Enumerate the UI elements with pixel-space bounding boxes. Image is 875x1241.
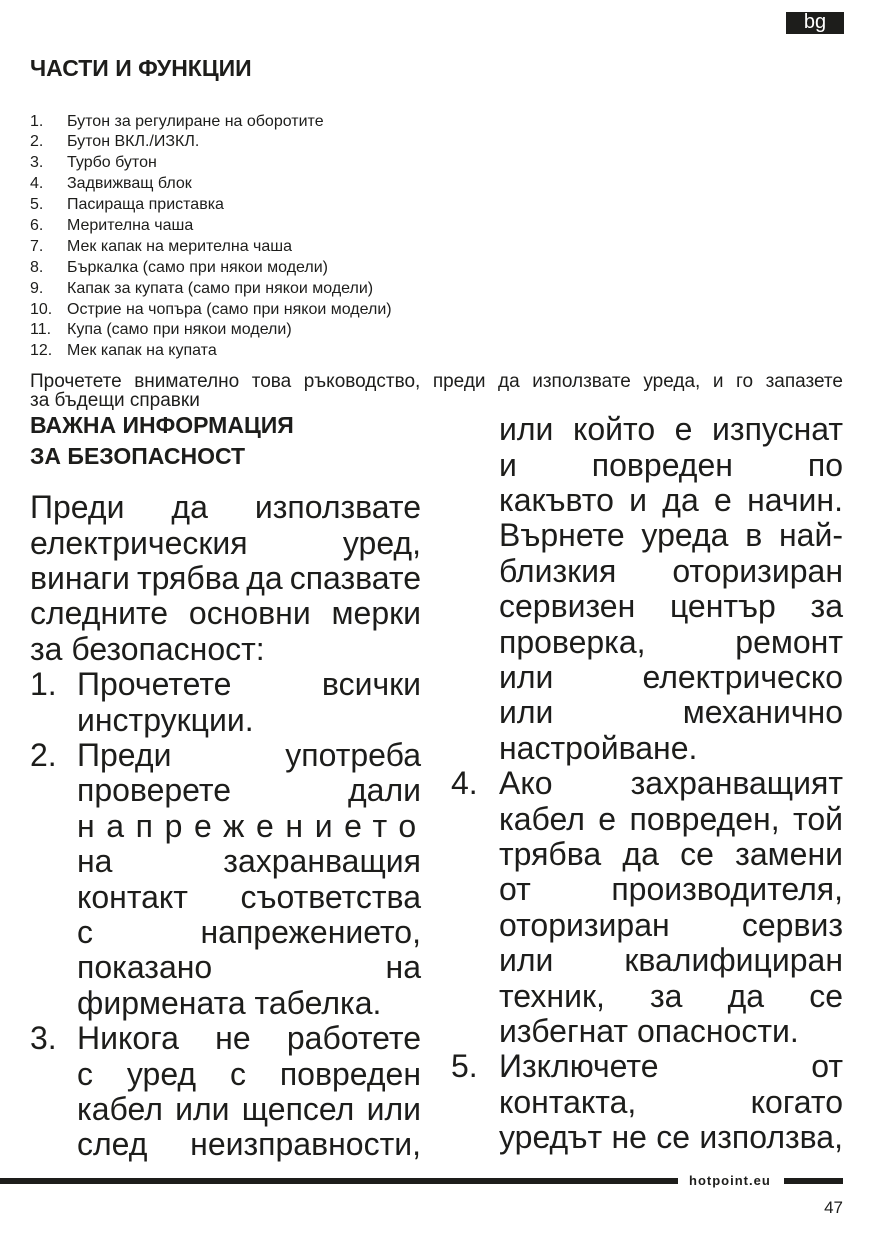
safety-item-line: Никога не работете [77,1020,421,1057]
safety-intro-line: електрическия уред, [30,524,421,561]
safety-item-line: от производителя, [499,871,843,908]
safety-item-number: 4. [451,765,478,802]
item-label: Турбо бутон [67,154,157,172]
parts-list-item [30,216,470,237]
parts-list-item [30,341,470,362]
safety-intro-line: винаги трябва да спазвате [30,560,421,597]
item-label: Бутон ВКЛ./ИЗКЛ. [67,133,200,151]
safety-item-line: проверка, ремонт [499,623,843,660]
parts-list-item [30,195,470,216]
safety-intro-line: следните основни мерки [30,595,421,632]
safety-item-line: кабел или щепсел или [77,1090,421,1127]
safety-item-line: фирмената табелка. [77,984,382,1021]
item-label: Купа (само при някои модели) [67,321,292,339]
parts-list-item [30,153,470,174]
safety-item-line: на захранващия [77,843,421,880]
safety-item-line: оторизиран сервиз [499,906,843,943]
item-label: Мек капак на мерителна чаша [67,237,293,255]
parts-title: ЧАСТИ И ФУНКЦИИ [30,55,252,81]
language-badge: bg [786,12,844,34]
safety-column-right [451,412,843,1155]
safety-item-3-continued [451,412,843,766]
safety-item-line: напрежението [77,807,428,844]
page-number: 47 [824,1198,843,1217]
safety-item-line: Изключете от [499,1048,843,1085]
item-label: Мек капак на купата [67,342,217,360]
safety-item-line: и повреден по [499,446,843,483]
parts-list-item [30,320,470,341]
safety-item-number: 1. [30,666,57,703]
read-manual-note [30,372,843,410]
safety-item-line: инструкции. [77,701,254,738]
safety-heading-line: ЗА БЕЗОПАСНОСТ [30,442,246,469]
item-label: Мерителна чаша [67,216,194,234]
safety-item-line: трябва да се замени [499,835,843,872]
footer-rule-right [784,1178,843,1184]
safety-item-line: Ако захранващият [499,765,843,802]
safety-item-3 [30,1021,421,1163]
item-number: 12. [30,342,53,360]
safety-item-line: или електрическо [499,659,843,696]
safety-item-line: настройване. [499,729,698,766]
safety-item-5 [451,1049,843,1155]
item-label: Бъркалка (само при някои модели) [67,258,329,276]
safety-item-line: проверете дали [77,772,421,809]
safety-item-line: техник, за да се [499,977,843,1014]
parts-list-item [30,258,470,279]
safety-item-line: контакт съответства [77,878,421,915]
item-number: 4. [30,175,44,193]
item-label: Задвижващ блок [67,175,192,193]
item-number: 9. [30,279,44,297]
safety-item-line: Прочетете всички [77,666,421,703]
safety-item-4 [451,766,843,1049]
safety-item-line: или който е изпуснат [499,411,843,448]
safety-item-2 [30,737,428,1021]
item-label: Бутон за регулиране на оборотите [67,112,324,130]
safety-item-line: с уред с повреден [77,1055,421,1092]
note-line: за бъдещи справки [30,389,200,411]
parts-list [30,112,470,363]
safety-item-1 [30,667,421,738]
safety-column-left [30,489,428,1163]
parts-list-item [30,174,470,195]
item-number: 10. [30,300,53,318]
note-line: Прочетете внимателно това ръководство, преди да използвате уреда, и го запазете [30,370,843,392]
parts-list-item [30,279,470,300]
item-number: 6. [30,216,44,234]
item-label: Капак за купата (само при някои модели) [67,279,374,297]
parts-list-item [30,112,470,133]
item-label: Острие на чопъра (само при някои модели) [67,300,392,318]
item-number: 11. [30,321,52,339]
safety-item-line: Върнете уреда в най- [499,517,843,554]
item-number: 8. [30,258,44,276]
item-number: 3. [30,154,44,172]
safety-intro-line: за безопасност: [30,630,265,667]
item-label: Пасираща приставка [67,196,224,214]
item-number: 7. [30,237,44,255]
item-number: 5. [30,196,44,214]
safety-item-line: контакта, когато [499,1083,843,1120]
item-number: 1. [30,112,44,130]
safety-item-number: 2. [30,737,57,774]
safety-item-line: или механично [499,694,843,731]
safety-item-line: кабел е повреден, той [499,800,843,837]
safety-item-line: уредът не се използва, [499,1119,843,1156]
parts-list-item [30,300,470,321]
safety-heading-line: ВАЖНА ИНФОРМАЦИЯ [30,411,294,438]
safety-item-line: или квалифициран [499,942,843,979]
safety-item-line: след неизправности, [77,1126,421,1163]
safety-item-number: 5. [451,1048,478,1085]
safety-item-line: избегнат опасности. [499,1012,799,1049]
safety-intro-line: Преди да използвате [30,489,421,526]
item-number: 2. [30,133,44,151]
safety-item-line: с напрежението, [77,913,421,950]
safety-item-line: показано на [77,949,421,986]
parts-list-item [30,237,470,258]
safety-item-line: близкия оторизиран [499,552,843,589]
safety-item-line: сервизен център за [499,588,843,625]
safety-item-number: 3. [30,1020,57,1057]
safety-item-line: Преди употреба [77,737,421,774]
safety-heading [30,410,294,472]
brand-url: hotpoint.eu [689,1173,771,1188]
safety-item-line: какъвто и да е начин. [499,482,843,519]
parts-list-item [30,132,470,153]
footer-rule-left [0,1178,678,1184]
